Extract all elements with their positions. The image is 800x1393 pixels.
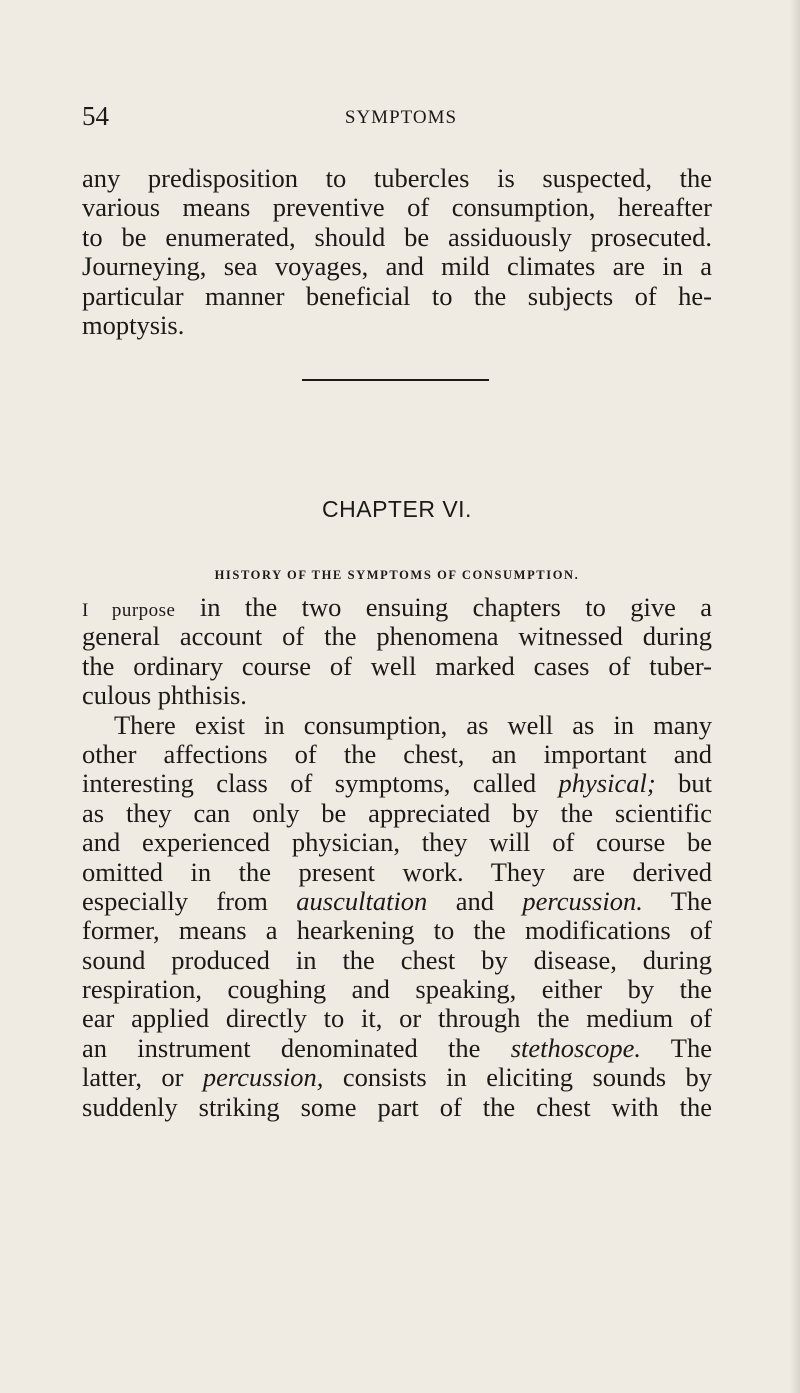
chapter-body	[82, 593, 712, 1122]
text-line: interesting class of symptoms, called physical; but	[82, 768, 712, 799]
text-line: moptysis.	[82, 309, 185, 340]
opening-words: I purpose	[82, 600, 176, 621]
emphasis: auscultation	[296, 885, 428, 916]
text-line: as they can only be appreciated by the scientific	[82, 797, 712, 828]
text-line: former, means a hearkening to the modifications of	[82, 915, 712, 946]
page-edge-shadow	[790, 0, 800, 1393]
opening-paragraph	[82, 164, 712, 340]
text-line: latter, or percussion, consists in eliciting sounds by	[82, 1062, 712, 1093]
chapter-subtitle: HISTORY OF THE SYMPTOMS OF CONSUMPTION.	[214, 568, 580, 582]
text-line: other affections of the chest, an important and	[82, 738, 712, 769]
running-head	[82, 101, 710, 131]
text-line: suddenly striking some part of the chest with the	[82, 1091, 712, 1122]
emphasis: percussion,	[202, 1062, 324, 1093]
section-divider-rule	[302, 379, 489, 381]
emphasis: physical;	[558, 768, 656, 799]
text-line: ear applied directly to it, or through the medium of	[82, 1003, 712, 1034]
text-line: sound produced in the chest by disease, during	[82, 944, 712, 975]
text-line: an instrument denominated the stethoscope. The	[82, 1032, 712, 1063]
chapter-heading: CHAPTER VI.	[322, 496, 472, 522]
text-line: respiration, coughing and speaking, either by the	[82, 974, 712, 1005]
text-line: There exist in consumption, as well as in many	[114, 709, 712, 740]
text-line: any predisposition to tubercles is suspected, the	[82, 163, 712, 193]
text-line: omitted in the present work. They are derived	[82, 856, 712, 887]
page-number: 54	[82, 101, 109, 131]
emphasis: stethoscope.	[510, 1032, 641, 1063]
text-line: and experienced physician, they will of course be	[82, 827, 712, 858]
text-line: to be enumerated, should be assiduously prosecuted.	[82, 221, 712, 252]
text-line: especially from auscultation and percussion. The	[82, 885, 712, 916]
text-line: particular manner beneficial to the subjects of he-	[82, 280, 712, 311]
emphasis: percussion.	[522, 885, 643, 916]
text-line: various means preventive of consumption, hereafter	[82, 192, 712, 223]
running-title: SYMPTOMS	[344, 107, 458, 128]
text-line: culous phthisis.	[82, 680, 247, 711]
text-line: general account of the phenomena witnessed during	[82, 621, 712, 652]
text-line: I purpose in the two ensuing chapters to give a	[82, 592, 713, 622]
text-line: Journeying, sea voyages, and mild climates are in a	[82, 251, 712, 282]
text-line: the ordinary course of well marked cases of tuber-	[82, 650, 712, 681]
